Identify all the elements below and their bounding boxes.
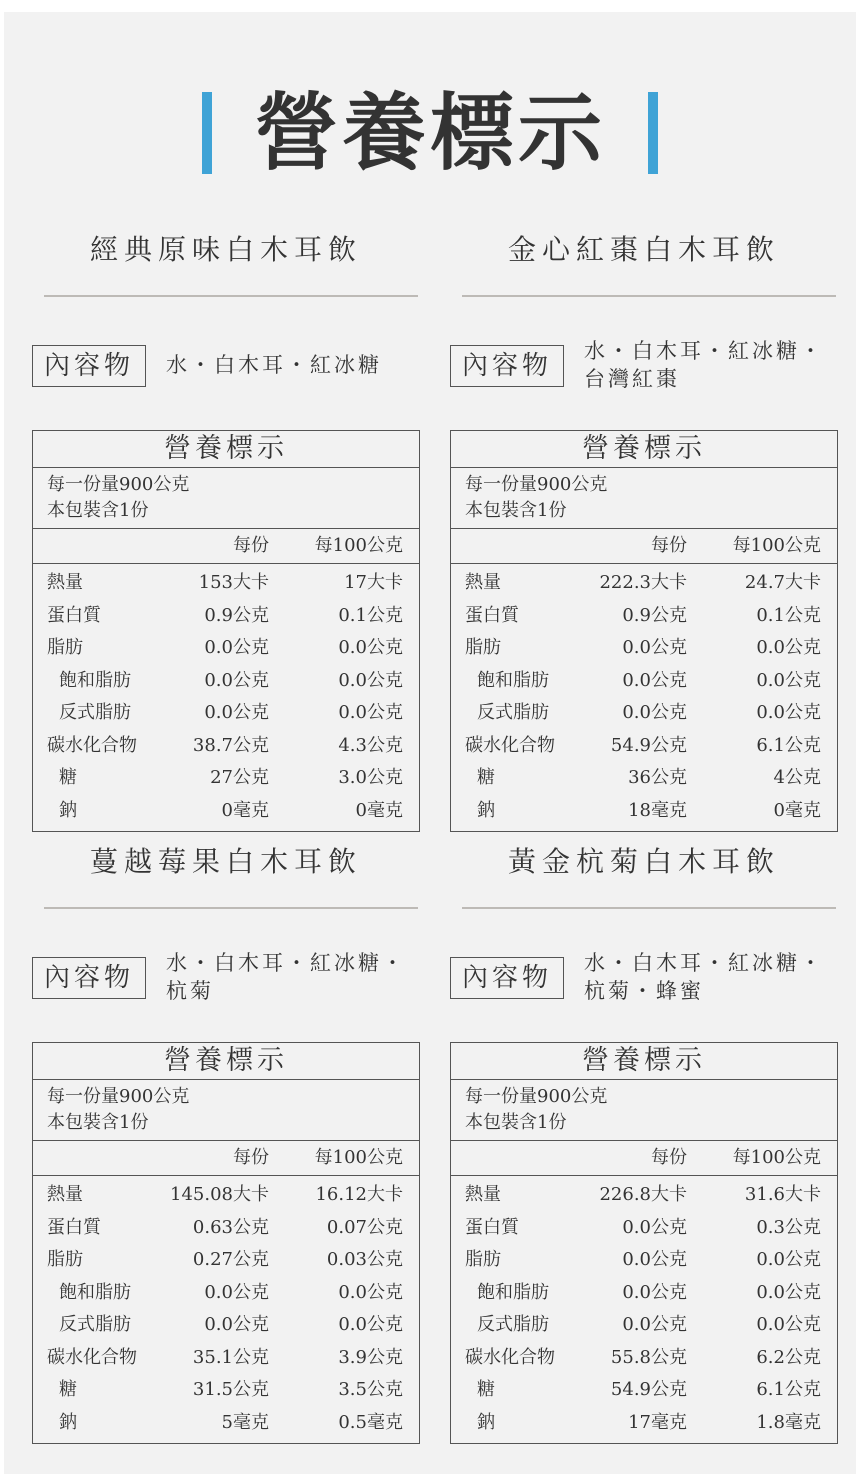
table-row [33,697,419,729]
nutrient-name: 熱量 [465,572,501,593]
per-serving-value: 222.3大卡 [599,572,687,593]
per-serving-value: 0.9公克 [204,604,269,626]
per-serving-value: 0.63公克 [192,1216,269,1238]
divider [44,907,418,909]
nutrient-name: 飽和脂肪 [477,1281,549,1303]
per-100g-value: 0.3公克 [756,1216,821,1238]
nutrient-name: 碳水化合物 [465,734,555,756]
col-per-100g: 每100公克 [314,535,403,556]
ingredients-line: 杭菊・蜂蜜 [584,979,704,1003]
nutrient-name: 鈉 [477,1411,495,1433]
per-serving-value: 0.0公克 [622,669,687,691]
nutrient-name: 鈉 [59,1411,77,1433]
nutrition-table-title: 營養標示 [451,431,837,468]
per-serving-value: 27公克 [210,767,269,788]
col-per-100g: 每100公克 [732,535,821,556]
ingredients-line: 水・白木耳・紅冰糖・ [584,951,824,975]
nutrient-name: 蛋白質 [47,1216,101,1238]
table-row [451,1244,837,1276]
col-per-serving: 每份 [651,535,687,556]
ingredients-line: 水・白木耳・紅冰糖・ [166,951,406,975]
table-row [33,1342,419,1374]
table-row [451,1342,837,1374]
table-row [33,762,419,794]
table-row [33,567,419,599]
main-title-text: 營養標示 [253,83,606,182]
per-serving-value: 55.8公克 [610,1346,687,1368]
table-row [33,600,419,632]
per-100g-value: 6.1公克 [756,734,821,756]
nutrient-name: 熱量 [47,1184,83,1205]
per-100g-value: 17大卡 [344,572,403,593]
table-row [451,762,837,794]
servings-per-pack: 本包裝含1份 [465,500,567,521]
nutrient-name: 飽和脂肪 [477,669,549,691]
serving-size: 每一份量900公克 [465,1086,608,1107]
nutrient-name: 蛋白質 [465,1216,519,1238]
per-100g-value: 0毫克 [773,799,821,821]
nutrient-name: 鈉 [477,799,495,821]
per-serving-value: 54.9公克 [610,1379,687,1400]
table-row [451,1374,837,1406]
per-serving-value: 0.0公克 [204,1281,269,1303]
ingredients-line: 水・白木耳・紅冰糖・ [584,339,824,363]
column-header [33,529,419,564]
per-100g-value: 3.5公克 [338,1379,403,1400]
servings-per-pack: 本包裝含1份 [47,500,149,521]
table-row [451,665,837,697]
serving-info [33,468,419,529]
per-100g-value: 0.0公克 [756,702,821,723]
nutrient-name: 脂肪 [465,637,501,658]
per-serving-value: 36公克 [628,767,687,788]
servings-per-pack: 本包裝含1份 [465,1112,567,1133]
column-header [451,529,837,564]
nutrient-name: 熱量 [465,1184,501,1205]
col-per-serving: 每份 [233,535,269,556]
nutrition-table-title: 營養標示 [33,431,419,468]
table-row [451,1212,837,1244]
per-100g-value: 0.07公克 [326,1216,403,1238]
nutrition-table-title: 營養標示 [451,1043,837,1080]
divider [462,295,836,297]
per-100g-value: 0.5毫克 [338,1411,403,1433]
per-serving-value: 0.0公克 [622,1249,687,1270]
ingredients-text [584,949,834,1005]
serving-size: 每一份量900公克 [465,474,608,495]
ingredients-line: 水・白木耳・紅冰糖 [166,353,382,377]
ingredients-label: 內容物 [32,957,146,999]
nutrient-name: 飽和脂肪 [59,669,131,691]
col-per-100g: 每100公克 [314,1147,403,1168]
table-row [33,795,419,827]
ingredients-line: 台灣紅棗 [584,367,680,391]
nutrient-name: 反式脂肪 [59,702,131,723]
table-row [451,600,837,632]
per-serving-value: 17毫克 [628,1411,687,1433]
per-serving-value: 0.0公克 [622,1281,687,1303]
nutrient-name: 蛋白質 [47,604,101,626]
per-serving-value: 5毫克 [221,1411,269,1433]
per-100g-value: 0.1公克 [756,604,821,626]
per-100g-value: 0.0公克 [756,669,821,691]
per-100g-value: 0.0公克 [338,1281,403,1303]
table-row [451,1309,837,1341]
per-100g-value: 0毫克 [355,799,403,821]
per-serving-value: 145.08大卡 [170,1184,269,1205]
per-100g-value: 0.0公克 [338,1314,403,1335]
nutrient-name: 糖 [59,1379,77,1400]
table-row [451,795,837,827]
table-row [451,1179,837,1211]
per-serving-value: 35.1公克 [192,1346,269,1368]
col-per-serving: 每份 [651,1147,687,1168]
servings-per-pack: 本包裝含1份 [47,1112,149,1133]
nutrient-name: 熱量 [47,572,83,593]
nutrient-name: 碳水化合物 [465,1346,555,1368]
table-row [451,632,837,664]
table-row [33,632,419,664]
table-row [33,665,419,697]
nutrient-name: 糖 [59,767,77,788]
col-per-serving: 每份 [233,1147,269,1168]
per-serving-value: 153大卡 [198,572,269,593]
serving-size: 每一份量900公克 [47,1086,190,1107]
ingredients-text [166,351,416,379]
per-serving-value: 31.5公克 [192,1379,269,1400]
nutrition-table [450,1042,838,1444]
per-serving-value: 0.0公克 [622,1216,687,1238]
nutrient-name: 脂肪 [465,1249,501,1270]
nutrient-name: 反式脂肪 [477,1314,549,1335]
product-name: 金心紅棗白木耳飲 [507,233,780,266]
column-header [451,1141,837,1176]
per-100g-value: 0.0公克 [338,702,403,723]
per-100g-value: 0.0公克 [338,637,403,658]
per-100g-value: 1.8毫克 [756,1411,821,1433]
table-row [451,567,837,599]
divider [462,907,836,909]
table-row [451,697,837,729]
per-serving-value: 0.0公克 [622,637,687,658]
per-serving-value: 54.9公克 [610,734,687,756]
nutrient-name: 脂肪 [47,637,83,658]
nutrition-table [450,430,838,832]
nutrient-name: 反式脂肪 [477,702,549,723]
per-100g-value: 3.0公克 [338,767,403,788]
ingredients-label: 內容物 [450,345,564,387]
per-serving-value: 38.7公克 [192,734,269,756]
nutrition-table [32,430,420,832]
per-100g-value: 0.0公克 [338,669,403,691]
table-row [33,1244,419,1276]
table-row [33,1407,419,1439]
per-serving-value: 0.0公克 [204,669,269,691]
ingredients-label: 內容物 [32,345,146,387]
ingredients-line: 杭菊 [166,979,214,1003]
per-serving-value: 0.0公克 [204,702,269,723]
ingredients-label: 內容物 [450,957,564,999]
table-row [451,730,837,762]
column-header [33,1141,419,1176]
product-name: 蔓越莓果白木耳飲 [89,845,362,878]
per-serving-value: 0.27公克 [192,1249,269,1270]
product-name: 經典原味白木耳飲 [89,233,362,266]
col-per-100g: 每100公克 [732,1147,821,1168]
per-100g-value: 0.03公克 [326,1249,403,1270]
per-100g-value: 3.9公克 [338,1346,403,1368]
nutrient-name: 鈉 [59,799,77,821]
per-100g-value: 0.0公克 [756,1249,821,1270]
table-row [33,1179,419,1211]
table-row [33,1374,419,1406]
serving-size: 每一份量900公克 [47,474,190,495]
per-serving-value: 0.0公克 [204,637,269,658]
table-row [33,1212,419,1244]
product-name: 黃金杭菊白木耳飲 [507,845,780,878]
nutrient-name: 飽和脂肪 [59,1281,131,1303]
per-100g-value: 6.2公克 [756,1346,821,1368]
per-100g-value: 4.3公克 [338,734,403,756]
per-100g-value: 6.1公克 [756,1379,821,1400]
per-serving-value: 0.0公克 [622,702,687,723]
per-100g-value: 0.1公克 [338,604,403,626]
per-100g-value: 0.0公克 [756,1281,821,1303]
per-serving-value: 0.0公克 [204,1314,269,1335]
nutrient-name: 蛋白質 [465,604,519,626]
divider [44,295,418,297]
nutrient-name: 碳水化合物 [47,734,137,756]
ingredients-text [166,949,416,1005]
main-title [0,78,860,188]
table-row [451,1407,837,1439]
nutrition-table [32,1042,420,1444]
table-row [451,1277,837,1309]
per-serving-value: 18毫克 [628,799,687,821]
per-serving-value: 0.0公克 [622,1314,687,1335]
serving-info [451,468,837,529]
table-row [33,1277,419,1309]
nutrient-name: 糖 [477,1379,495,1400]
nutrient-name: 脂肪 [47,1249,83,1270]
per-100g-value: 24.7大卡 [744,572,821,593]
serving-info [451,1080,837,1141]
nutrient-name: 糖 [477,767,495,788]
table-row [33,730,419,762]
per-serving-value: 0.9公克 [622,604,687,626]
per-100g-value: 16.12大卡 [315,1184,403,1205]
per-100g-value: 0.0公克 [756,1314,821,1335]
nutrition-table-title: 營養標示 [33,1043,419,1080]
table-row [33,1309,419,1341]
per-100g-value: 31.6大卡 [744,1184,821,1205]
title-bar-left [202,92,212,174]
per-serving-value: 0毫克 [221,799,269,821]
title-bar-right [648,92,658,174]
nutrient-name: 反式脂肪 [59,1314,131,1335]
per-100g-value: 0.0公克 [756,637,821,658]
per-serving-value: 226.8大卡 [599,1184,687,1205]
serving-info [33,1080,419,1141]
nutrient-name: 碳水化合物 [47,1346,137,1368]
ingredients-text [584,337,834,393]
per-100g-value: 4公克 [773,767,821,788]
